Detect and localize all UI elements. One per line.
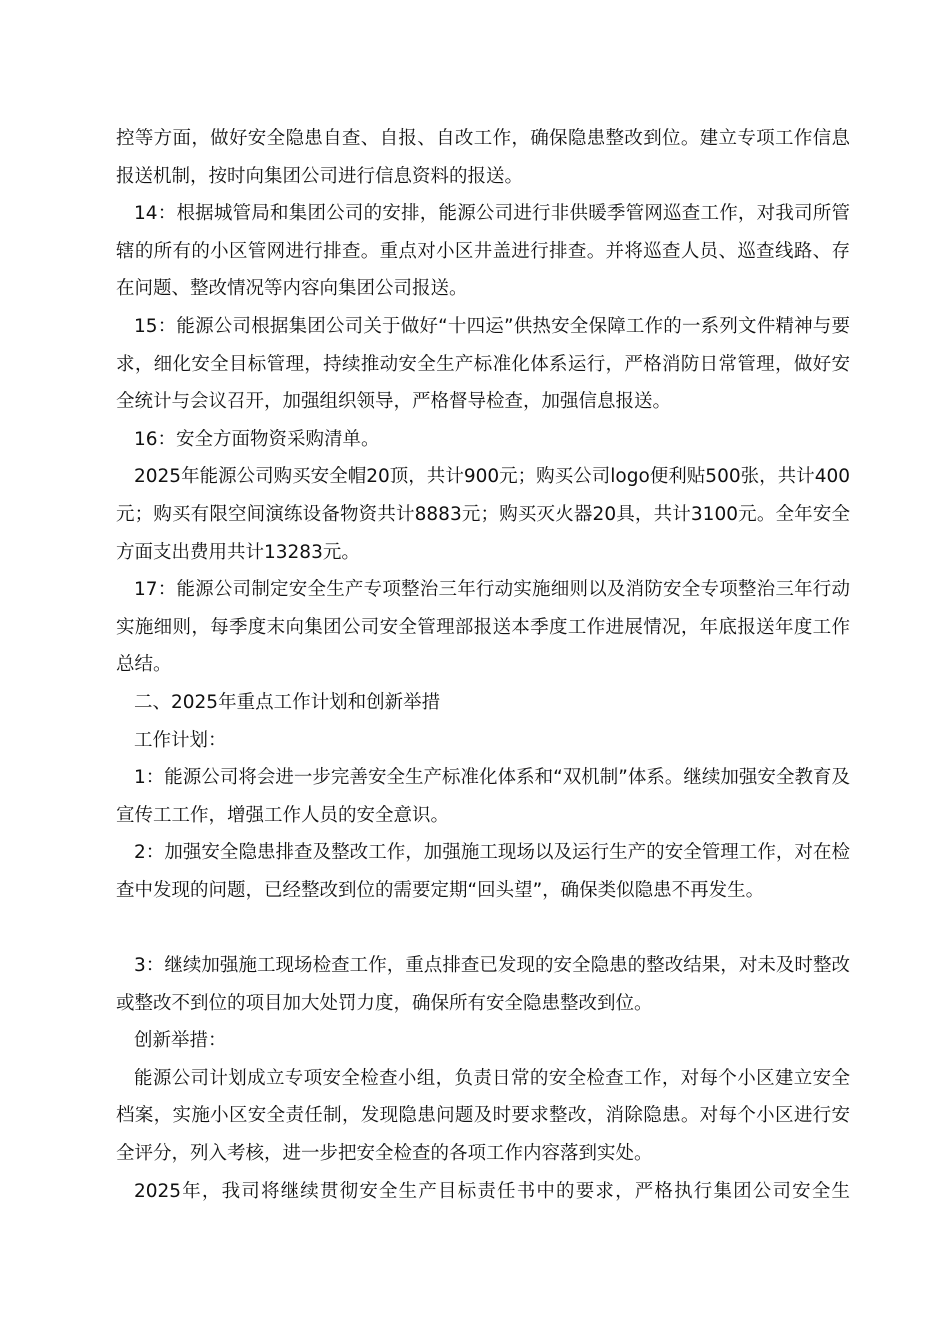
document-body bbox=[116, 120, 850, 1210]
subheading-work-plan: 工作计划： bbox=[134, 729, 227, 751]
blank-line bbox=[116, 909, 850, 947]
paragraph-plan-1: 1：能源公司将会进一步完善安全生产标准化体系和“双机制”体系。继续加强安全教育及宣传工工作，增强工作人员的安全意识。 bbox=[116, 767, 850, 826]
paragraph-plan-3: 3：继续加强施工现场检查工作，重点排查已发现的安全隐患的整改结果，对未及时整改或整改不到位的项目加大处罚力度，确保所有安全隐患整改到位。 bbox=[116, 955, 850, 1014]
paragraph-2025-closing: 2025年，我司将继续贯彻安全生产目标责任书中的要求，严格执行集团公司安全生 bbox=[134, 1180, 850, 1202]
paragraph-item-17: 17：能源公司制定安全生产专项整治三年行动实施细则以及消防安全专项整治三年行动实施细则，每季度末向集团公司安全管理部报送本季度工作进展情况，年底报送年度工作总结。 bbox=[116, 579, 850, 676]
paragraph-purchase-list: 2025年能源公司购买安全帽20顶，共计900元；购买公司logo便利贴500张，共计400元；购买有限空间演练设备物资共计8883元；购买灭火器20具，共计3100元。全年安全方面支出费用共计13283元。 bbox=[116, 466, 850, 563]
section-heading-2025-plan: 二、2025年重点工作计划和创新举措 bbox=[134, 691, 441, 713]
paragraph-plan-2: 2：加强安全隐患排查及整改工作，加强施工现场以及运行生产的安全管理工作，对在检查中发现的问题，已经整改到位的需要定期“回头望”，确保类似隐患不再发生。 bbox=[116, 842, 850, 901]
paragraph-item-15: 15：能源公司根据集团公司关于做好“十四运”供热安全保障工作的一系列文件精神与要求，细化安全目标管理，持续推动安全生产标准化体系运行，严格消防日常管理，做好安全统计与会议召开，加强组织领导，严格督导检查，加强信息报送。 bbox=[116, 315, 850, 413]
paragraph-innovation: 能源公司计划成立专项安全检查小组，负责日常的安全检查工作，对每个小区建立安全档案，实施小区安全责任制，发现隐患问题及时要求整改，消除隐患。对每个小区进行安全评分，列入考核，进一步把安全检查的各项工作内容落到实处。 bbox=[116, 1067, 850, 1165]
paragraph-continued: 控等方面，做好安全隐患自查、自报、自改工作，确保隐患整改到位。建立专项工作信息报送机制，按时向集团公司进行信息资料的报送。 bbox=[116, 128, 850, 187]
paragraph-item-14: 14：根据城管局和集团公司的安排，能源公司进行非供暖季管网巡查工作，对我司所管辖的所有的小区管网进行排查。重点对小区井盖进行排查。并将巡查人员、巡查线路、存在问题、整改情况等内容向集团公司报送。 bbox=[116, 203, 850, 300]
subheading-innovation: 创新举措： bbox=[134, 1030, 227, 1052]
paragraph-item-16: 16：安全方面物资采购清单。 bbox=[134, 428, 380, 450]
